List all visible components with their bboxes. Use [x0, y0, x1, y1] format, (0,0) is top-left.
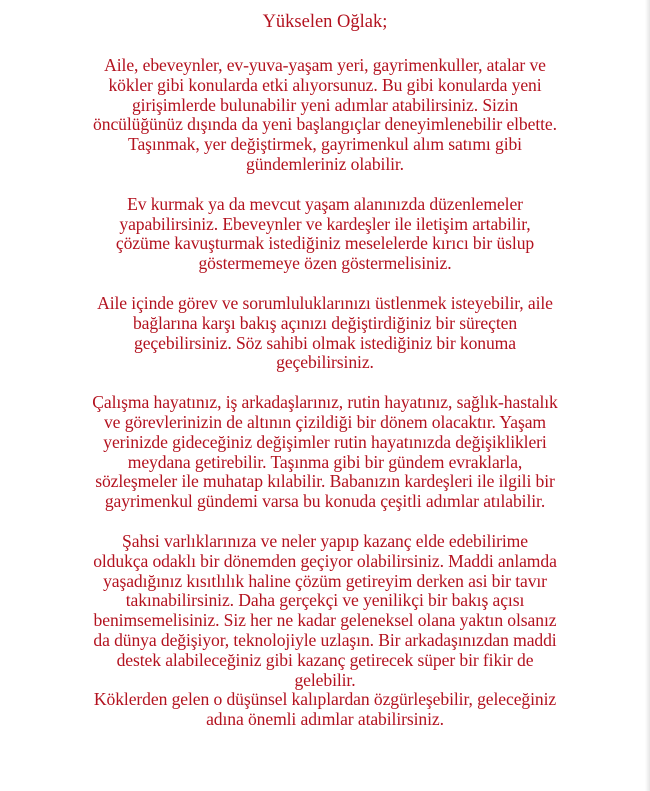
- text-line: geçebilirsiniz. Söz sahibi olmak istediğiniz bir konuma: [134, 332, 516, 353]
- text-line: gündemleriniz olabilir.: [246, 153, 404, 174]
- text-line: geçebilirsiniz.: [276, 352, 374, 373]
- text-line: oldukça odaklı bir dönemden geçiyor olabilirsiniz. Maddi anlamda: [93, 550, 557, 571]
- text-line: gayrimenkul gündemi varsa bu konuda çeşitli adımlar atılabilir.: [104, 491, 546, 512]
- text-line: takınabilirsiniz. Daha gerçekçi ve yenilikçi bir bakış açısı: [125, 590, 525, 611]
- paragraph-1: [6, 56, 644, 175]
- text-line: Köklerden gelen o düşünsel kalıplardan özgürleşebilir, geleceğiniz: [93, 689, 557, 710]
- paragraph-4: [6, 393, 644, 512]
- text-line: Ev kurmak ya da mevcut yaşam alanınızda düzenlemeler: [127, 193, 523, 214]
- text-line: adına önemli adımlar atabilirsiniz.: [206, 709, 444, 730]
- paragraph-gap: [6, 512, 644, 532]
- text-line: yaşadığınız kısıtlılık haline çözüm getireyim derken asi bir tavır: [103, 570, 547, 591]
- paragraph-gap: [6, 274, 644, 294]
- text-line: yerinizde gideceğiniz değişimler rutin hayatınızda değişiklikleri: [103, 431, 547, 452]
- text-line: çözüme kavuşturmak istediğiniz meselelerde kırıcı bir üslup: [115, 233, 535, 254]
- paragraph-2: [6, 195, 644, 274]
- paragraph-gap: [6, 175, 644, 195]
- text-line: girişimlerde bulunabilir yeni adımlar atabilirsiniz. Sizin: [131, 94, 519, 115]
- paragraph-gap: [6, 373, 644, 393]
- text-line: meydana getirebilir. Taşınma gibi bir gündem evraklarla,: [127, 451, 523, 472]
- page-edge-shadow: [645, 0, 650, 791]
- text-line: sözleşmeler ile muhatap kılabilir. Babanızın kardeşleri ile ilgili bir: [95, 471, 555, 492]
- text-line: Aile, ebeveynler, ev-yuva-yaşam yeri, gayrimenkuller, atalar ve: [104, 55, 546, 75]
- text-line: ve görevlerinizin de altının çizildiği bir dönem olacaktır. Yaşam: [103, 411, 547, 432]
- text-line: öncülüğünüz dışında da yeni başlangıçlar deneyimlenebilir elbette.: [93, 114, 557, 135]
- paragraph-5: [6, 532, 644, 730]
- text-line: destek alabileceğiniz gibi kazanç getirecek süper bir fikir de: [116, 649, 534, 670]
- text-line: gelebilir.: [294, 669, 356, 690]
- text-line: yapabilirsiniz. Ebeveynler ve kardeşler ile iletişim artabilir,: [119, 213, 531, 234]
- paragraph-3: [6, 294, 644, 373]
- page-title: Yükselen Oğlak;: [262, 12, 388, 32]
- text-line: göstermemeye özen göstermelisiniz.: [198, 253, 452, 274]
- text-line: Çalışma hayatınız, iş arkadaşlarınız, rutin hayatınız, sağlık-hastalık: [92, 392, 558, 413]
- text-line: Aile içinde görev ve sorumluluklarınızı üstlenmek isteyebilir, aile: [97, 292, 553, 313]
- text-line: kökler gibi konularda etki alıyorsunuz. Bu gibi konularda yeni: [108, 74, 542, 95]
- text-line: da dünya değişiyor, teknolojiyle uzlaşın. Bir arkadaşınızdan maddi: [93, 629, 557, 650]
- text-line: Taşınmak, yer değiştirmek, gayrimenkul alım satımı gibi: [128, 134, 522, 155]
- text-line: Şahsi varlıklarınıza ve neler yapıp kazanç elde edebilirime: [122, 530, 528, 551]
- text-line: benimsemelisiniz. Siz her ne kadar geleneksel olana yaktın olsanız: [93, 610, 557, 631]
- text-line: bağlarına karşı bakış açınızı değiştirdiğiniz bir süreçten: [132, 312, 518, 333]
